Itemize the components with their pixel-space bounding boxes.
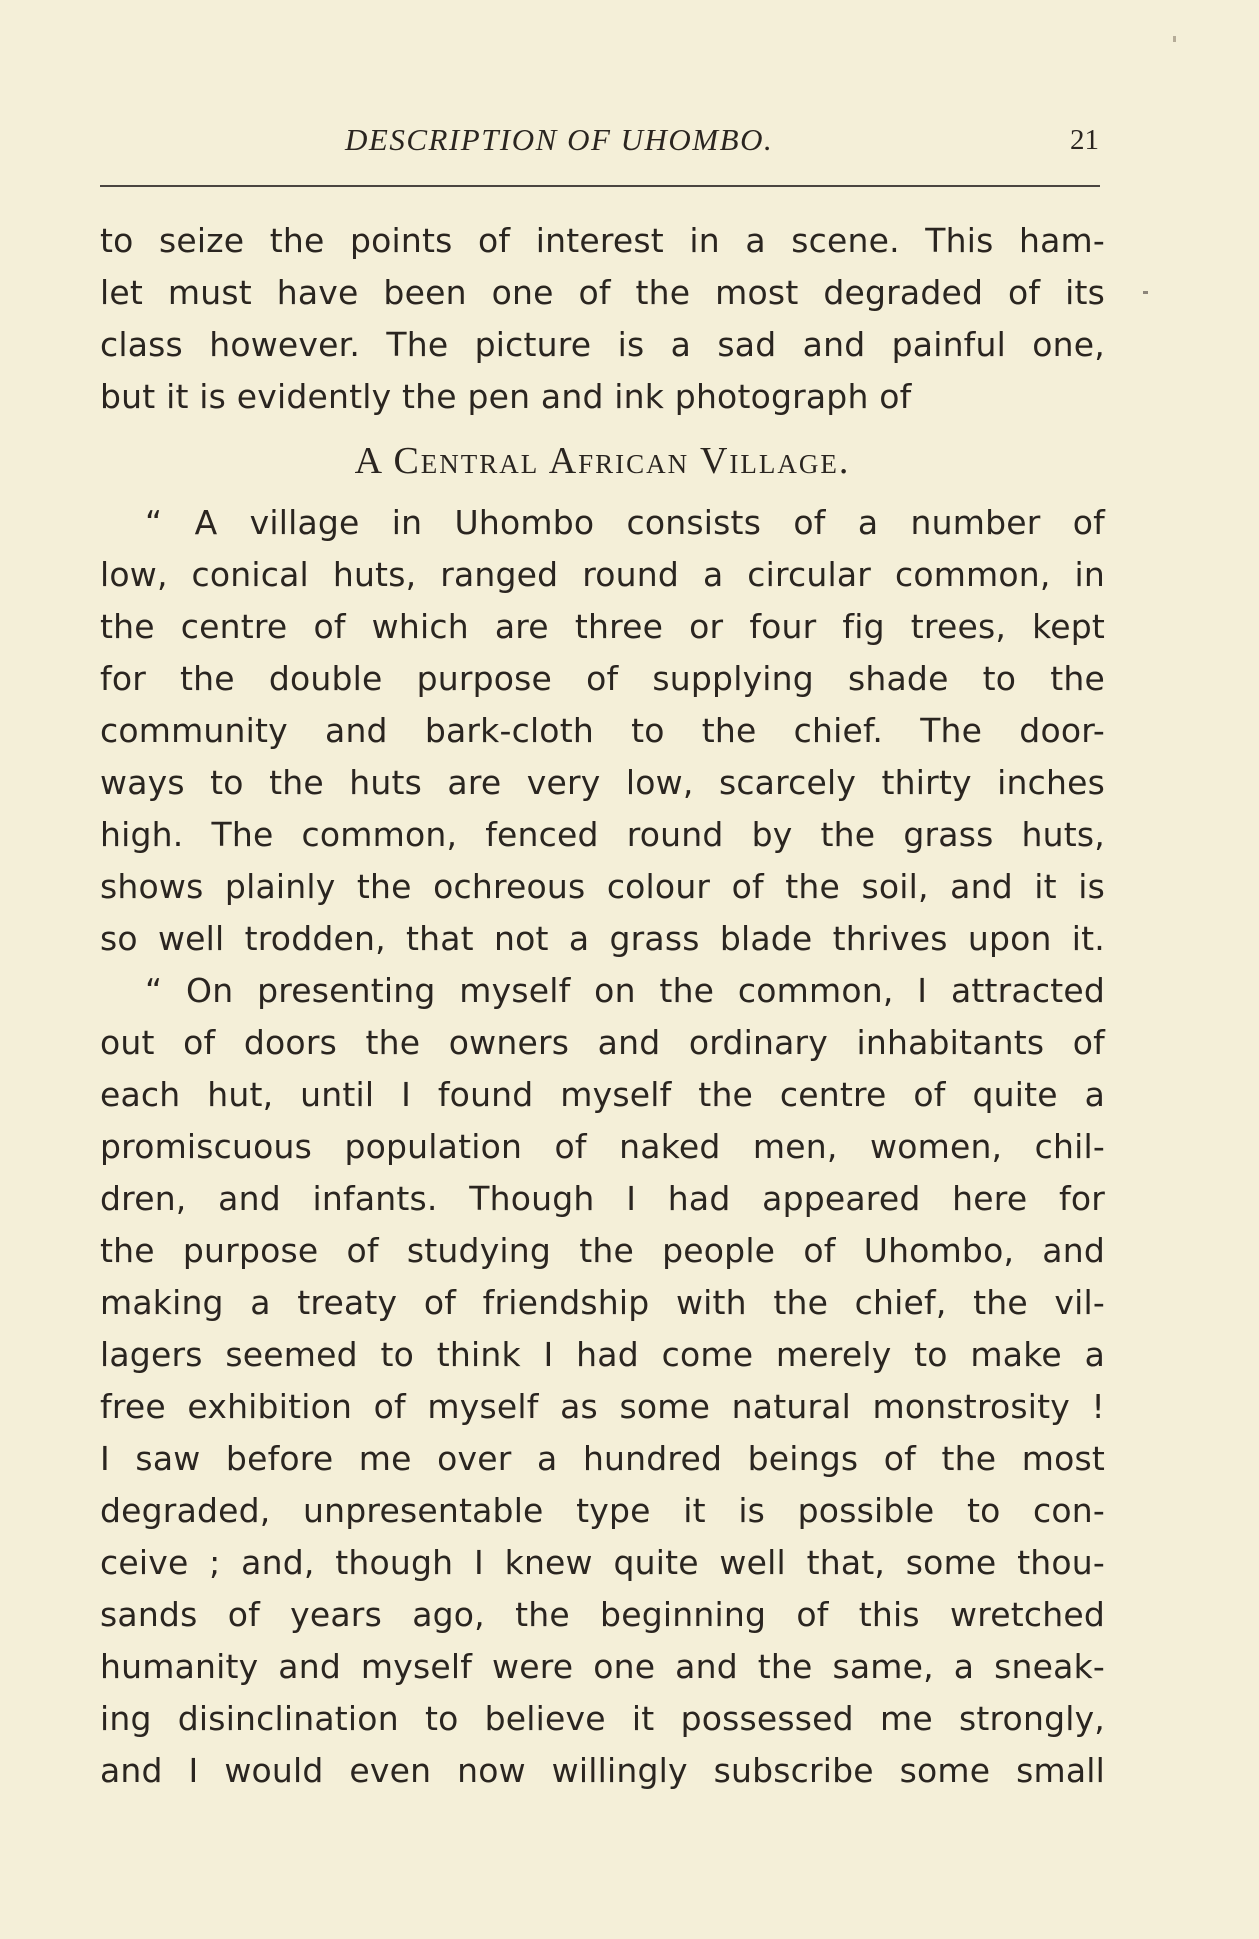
text-line: high. The common, fenced round by the grass huts,: [100, 815, 1105, 854]
margin-mark: [1143, 291, 1148, 294]
text-line: sands of years ago, the beginning of this wretched: [100, 1595, 1105, 1634]
text-line: making a treaty of friendship with the chief, the vil-: [100, 1283, 1105, 1322]
text-line: lagers seemed to think I had come merely to make a: [100, 1335, 1105, 1374]
text-line: ceive ; and, though I knew quite well that, some thou-: [100, 1543, 1105, 1582]
text-line: humanity and myself were one and the same, a sneak-: [100, 1647, 1105, 1686]
text-line: for the double purpose of supplying shade to the: [100, 659, 1105, 698]
text-line: ing disinclination to believe it possessed me strongly,: [100, 1699, 1105, 1738]
text-line: so well trodden, that not a grass blade thrives upon it.: [100, 919, 1105, 958]
text-line: out of doors the owners and ordinary inhabitants of: [100, 1023, 1105, 1062]
text-line: ways to the huts are very low, scarcely thirty inches: [100, 763, 1105, 802]
paper-speck: [1173, 36, 1176, 42]
text-line: dren, and infants. Though I had appeared here for: [100, 1179, 1105, 1218]
text-line: community and bark-cloth to the chief. The door-: [100, 711, 1105, 750]
text-line: “ A village in Uhombo consists of a number of: [145, 503, 1105, 542]
text-line: promiscuous population of naked men, women, chil-: [100, 1127, 1105, 1166]
text-line: low, conical huts, ranged round a circular common, in: [100, 555, 1105, 594]
text-line: the purpose of studying the people of Uhombo, and: [100, 1231, 1105, 1270]
text-line: let must have been one of the most degraded of its: [100, 273, 1105, 312]
text-line: to seize the points of interest in a scene. This ham-: [100, 221, 1105, 260]
running-title: DESCRIPTION OF UHOMBO.: [345, 122, 774, 157]
text-line: class however. The picture is a sad and painful one,: [100, 325, 1105, 364]
page-number: 21: [1070, 124, 1099, 156]
text-line: and I would even now willingly subscribe some small: [100, 1751, 1105, 1790]
text-line: free exhibition of myself as some natural monstrosity !: [100, 1387, 1105, 1426]
text-line: the centre of which are three or four fig trees, kept: [100, 607, 1105, 646]
section-heading: A Central African Village.: [354, 440, 851, 482]
body-text: [100, 215, 1105, 1797]
text-line: each hut, until I found myself the centre of quite a: [100, 1075, 1105, 1114]
text-line: shows plainly the ochreous colour of the soil, and it is: [100, 867, 1105, 906]
text-line: but it is evidently the pen and ink photograph of: [100, 377, 912, 416]
text-line: “ On presenting myself on the common, I attracted: [145, 971, 1105, 1010]
text-line: I saw before me over a hundred beings of the most: [100, 1439, 1105, 1478]
header-rule: [100, 185, 1100, 187]
text-line: degraded, unpresentable type it is possible to con-: [100, 1491, 1105, 1530]
running-head: [100, 122, 1100, 172]
